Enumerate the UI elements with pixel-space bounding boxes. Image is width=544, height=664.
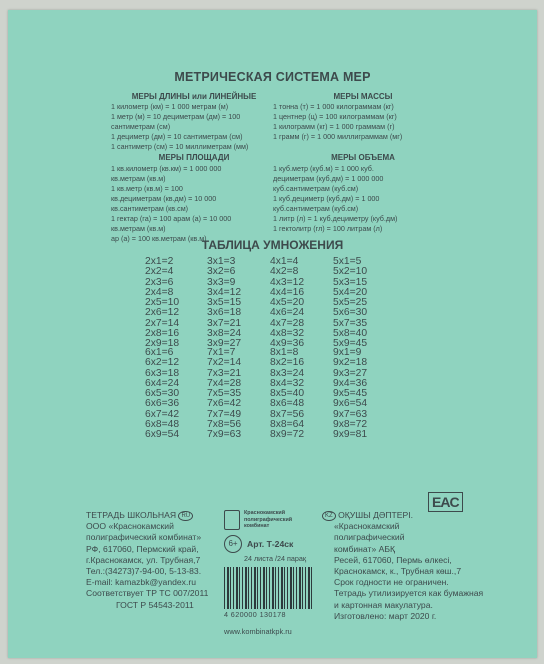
multiplication-entry: 7x8=56 — [207, 419, 242, 431]
multiplication-entry: 9x7=63 — [333, 408, 368, 420]
volume-measures-heading: МЕРЫ ОБЪЕМА — [331, 153, 395, 162]
multiplication-column-9 — [333, 348, 367, 441]
multiplication-entry: 9x5=45 — [333, 388, 368, 400]
multiplication-entry: 8x6=48 — [270, 398, 305, 410]
multiplication-entry: 3x7=21 — [207, 317, 242, 329]
multiplication-entry: 3x2=6 — [207, 266, 236, 278]
multiplication-entry: 2x8=16 — [145, 328, 180, 340]
footer-left-block — [86, 510, 208, 611]
area-line: 1 гектар (га) = 100 арам (а) = 10 000 — [111, 214, 232, 223]
footer-left-line: РФ, 617060, Пермский край, — [86, 543, 199, 554]
multiplication-entry: 8x7=56 — [270, 408, 305, 420]
eac-mark: EAC — [428, 492, 463, 512]
multiplication-entry: 3x4=12 — [207, 286, 242, 298]
footer-right-line: Срок годности не ограничен. — [334, 577, 449, 588]
multiplication-entry: 5x9=45 — [333, 338, 368, 350]
multiplication-entry: 3x8=24 — [207, 328, 242, 340]
multiplication-entry: 9x2=18 — [333, 357, 368, 369]
barcode-number: 4 620000 130178 — [224, 610, 286, 619]
multiplication-entry: 2x9=18 — [145, 338, 180, 350]
multiplication-entry: 9x8=72 — [333, 419, 368, 431]
footer-center-block — [224, 510, 314, 636]
multiplication-entry: 3x9=27 — [207, 338, 242, 350]
multiplication-column-4 — [270, 257, 304, 350]
footer-right-line: Изготовлено: март 2020 г. — [334, 610, 437, 621]
multiplication-column-2 — [145, 257, 179, 350]
area-line: ар (а) = 100 кв.метрам (кв.м) — [111, 234, 207, 243]
article-number: Арт. Т-24ск — [247, 539, 294, 549]
mass-line: 1 центнер (ц) = 100 килограммам (кг) — [273, 112, 397, 121]
footer-left-line: ГОСТ Р 54543-2011 — [116, 599, 194, 610]
multiplication-entry: 7x3=21 — [207, 367, 242, 379]
length-line: 1 дециметр (дм) = 10 сантиметрам (см) — [111, 132, 243, 141]
multiplication-entry: 6x2=12 — [145, 357, 180, 369]
footer-right-line: Тетрадь утилизируется как бумажная — [334, 588, 484, 599]
multiplication-entry: 2x1=2 — [145, 256, 174, 267]
length-line: сантиметрам (см) — [111, 122, 171, 131]
footer-left-line: Тел.:(34273)7-94-00, 5-13-83. — [86, 566, 202, 577]
area-line: кв.метрам (кв.м) — [111, 224, 166, 233]
multiplication-entry: 7x9=63 — [207, 429, 242, 441]
area-line: кв.метрам (кв.м) — [111, 174, 166, 183]
multiplication-entry: 6x8=48 — [145, 419, 180, 431]
publisher-logo-text: Краснокамский полиграфический комбинат — [244, 510, 293, 530]
multiplication-entry: 9x1=9 — [333, 347, 362, 358]
multiplication-entry: 2x7=14 — [145, 317, 180, 329]
length-line: 1 метр (м) = 10 дециметрам (дм) = 100 — [111, 112, 241, 121]
multiplication-entry: 7x7=49 — [207, 408, 242, 420]
sheet-count: 24 листа /24 парақ — [244, 554, 307, 563]
notebook-back-cover — [8, 10, 537, 658]
footer-left-line: полиграфический комбинат» — [86, 532, 202, 543]
multiplication-entry: 5x4=20 — [333, 286, 368, 298]
multiplication-entry: 4x7=28 — [270, 317, 305, 329]
multiplication-entry: 4x6=24 — [270, 307, 305, 319]
kz-badge: KZ — [322, 511, 336, 521]
area-line: кв.сантиметрам (кв.см) — [111, 204, 189, 213]
multiplication-column-3 — [207, 257, 241, 350]
multiplication-entry: 3x1=3 — [207, 256, 236, 267]
area-line: кв.дециметрам (кв.дм) = 10 000 — [111, 194, 217, 203]
multiplication-entry: 6x3=18 — [145, 367, 180, 379]
multiplication-entry: 5x1=5 — [333, 256, 362, 267]
footer-left-line: Соответствует ТР ТС 007/2011 — [86, 588, 209, 599]
volume-line: дециметрам (куб.дм) = 1 000 000 — [273, 174, 384, 183]
multiplication-entry: 7x2=14 — [207, 357, 242, 369]
multiplication-entry: 7x1=7 — [207, 347, 236, 358]
area-measures-list — [111, 164, 231, 244]
mass-line: 1 грамм (г) = 1 000 миллиграммам (мг) — [273, 132, 403, 141]
volume-line: 1 литр (л) = 1 куб.дециметру (куб.дм) — [273, 214, 398, 223]
volume-line: 1 гектолитр (гл) = 100 литрам (л) — [273, 224, 383, 233]
multiplication-entry: 9x9=81 — [333, 429, 368, 441]
volume-line: куб.сантиметрам (куб.см) — [273, 204, 359, 213]
multiplication-entry: 4x3=12 — [270, 276, 305, 288]
multiplication-entry: 2x4=8 — [145, 286, 174, 298]
multiplication-entry: 2x6=12 — [145, 307, 180, 319]
mass-line: 1 тонна (т) = 1 000 килограммам (кг) — [273, 102, 394, 111]
multiplication-entry: 8x9=72 — [270, 429, 305, 441]
multiplication-entry: 4x2=8 — [270, 266, 299, 278]
multiplication-entry: 5x5=25 — [333, 297, 368, 309]
volume-measures-list — [273, 164, 397, 234]
length-line: 1 сантиметр (см) = 10 миллиметрам (мм) — [111, 142, 249, 151]
multiplication-entry: 3x5=15 — [207, 297, 242, 309]
multiplication-entry: 6x4=24 — [145, 377, 180, 389]
area-measures-heading: МЕРЫ ПЛОЩАДИ — [158, 153, 230, 162]
mass-line: 1 килограмм (кг) = 1 000 граммам (г) — [273, 122, 395, 131]
multiplication-entry: 6x6=36 — [145, 398, 180, 410]
footer-right-line: Краснокамск, к., Трубная көш.,7 — [334, 566, 462, 577]
footer-left-title-row — [86, 510, 208, 521]
volume-line: 1 куб.дециметр (куб.дм) = 1 000 — [273, 194, 380, 203]
length-line: 1 километр (км) = 1 000 метрам (м) — [111, 102, 229, 111]
multiplication-entry: 6x1=6 — [145, 347, 174, 358]
multiplication-entry: 5x3=15 — [333, 276, 368, 288]
notebook-title-ru: ТЕТРАДЬ ШКОЛЬНАЯ — [86, 510, 177, 520]
footer-right-line: Ресей, 617060, Пермь өлкесі, — [334, 554, 452, 565]
multiplication-entry: 4x8=32 — [270, 328, 305, 340]
multiplication-entry: 8x5=40 — [270, 388, 305, 400]
mass-measures-list — [273, 102, 402, 142]
multiplication-entry: 8x3=24 — [270, 367, 305, 379]
footer-right-line: полиграфический — [334, 532, 405, 543]
multiplication-entry: 8x2=16 — [270, 357, 305, 369]
multiplication-entry: 8x4=32 — [270, 377, 305, 389]
multiplication-entry: 3x3=9 — [207, 276, 236, 288]
multiplication-entry: 5x2=10 — [333, 266, 368, 278]
multiplication-entry: 8x8=64 — [270, 419, 305, 431]
multiplication-entry: 4x4=16 — [270, 286, 305, 298]
multiplication-entry: 7x5=35 — [207, 388, 242, 400]
footer-right-block — [322, 510, 483, 622]
age-rating-badge: 6+ — [224, 535, 242, 553]
multiplication-entry: 2x3=6 — [145, 276, 174, 288]
website-link[interactable]: www.kombinatkpk.ru — [224, 627, 292, 636]
multiplication-entry: 5x8=40 — [333, 328, 368, 340]
multiplication-entry: 5x7=35 — [333, 317, 368, 329]
multiplication-entry: 3x6=18 — [207, 307, 242, 319]
multiplication-entry: 6x5=30 — [145, 388, 180, 400]
publisher-logo — [224, 510, 314, 530]
footer-right-line: и картонная макулатура. — [334, 599, 433, 610]
length-measures-heading: МЕРЫ ДЛИНЫ или ЛИНЕЙНЫЕ — [131, 92, 257, 101]
barcode — [224, 567, 312, 609]
footer-left-line: E-mail: kamazbk@yandex.ru — [86, 577, 196, 588]
multiplication-entry: 2x2=4 — [145, 266, 174, 278]
article-row — [224, 535, 314, 553]
notebook-title-kz: ОҚУШЫ ДӘПТЕРІ. — [338, 510, 414, 520]
multiplication-column-8 — [270, 348, 304, 441]
multiplication-entry: 6x7=42 — [145, 408, 180, 420]
multiplication-column-5 — [333, 257, 367, 350]
publisher-logo-icon — [224, 510, 240, 530]
multiplication-entry: 7x6=42 — [207, 398, 242, 410]
multiplication-entry: 4x1=4 — [270, 256, 299, 267]
volume-line: куб.сантиметрам (куб.см) — [273, 184, 359, 193]
multiplication-entry: 7x4=28 — [207, 377, 242, 389]
volume-line: 1 куб.метр (куб.м) = 1 000 куб. — [273, 164, 374, 173]
area-line: 1 кв.метр (кв.м) = 100 — [111, 184, 183, 193]
multiplication-entry: 9x6=54 — [333, 398, 368, 410]
multiplication-entry: 9x3=27 — [333, 367, 368, 379]
multiplication-table-title: ТАБЛИЦА УМНОЖЕНИЯ — [201, 238, 344, 252]
length-measures-list — [111, 102, 248, 152]
footer-right-line: «Краснокамский — [334, 521, 400, 532]
multiplication-entry: 4x5=20 — [270, 297, 305, 309]
metric-system-title: МЕТРИЧЕСКАЯ СИСТЕМА МЕР — [174, 70, 371, 84]
area-line: 1 кв.километр (кв.км) = 1 000 000 — [111, 164, 222, 173]
multiplication-entry: 4x9=36 — [270, 338, 305, 350]
footer-right-line: комбинат» АБҚ — [334, 543, 395, 554]
mass-measures-heading: МЕРЫ МАССЫ — [333, 92, 393, 101]
footer-left-line: ООО «Краснокамский — [86, 521, 174, 532]
footer-left-line: г.Краснокамск, ул. Трубная,7 — [86, 554, 201, 565]
multiplication-entry: 6x9=54 — [145, 429, 180, 441]
multiplication-entry: 9x4=36 — [333, 377, 368, 389]
multiplication-entry: 5x6=30 — [333, 307, 368, 319]
multiplication-entry: 2x5=10 — [145, 297, 180, 309]
multiplication-entry: 8x1=8 — [270, 347, 299, 358]
ru-badge: RU — [178, 511, 193, 521]
multiplication-column-6 — [145, 348, 179, 441]
multiplication-column-7 — [207, 348, 241, 441]
